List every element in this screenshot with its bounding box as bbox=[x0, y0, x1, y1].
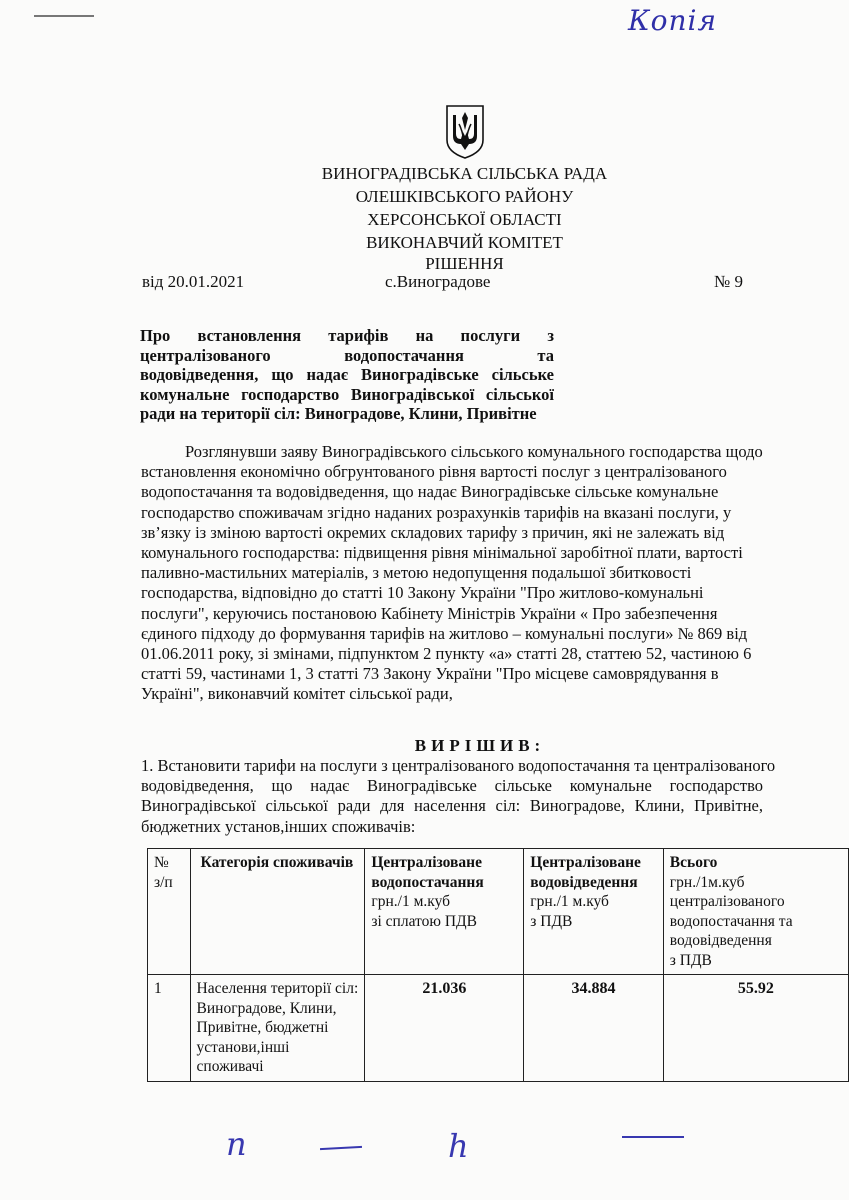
header-total-unit: грн./1м.куб централізованого водопостачання та водовідведення bbox=[669, 873, 793, 949]
point-1-line: водовідведення, що надає Виноградівське сільське комунальне господарство bbox=[141, 776, 763, 796]
body-line: єдиного підходу до формування тарифів на житлово – комунальні послуги» № 869 від bbox=[141, 623, 748, 643]
subject-line: ради на території сіл: Виноградове, Клини, Привітне bbox=[140, 404, 537, 423]
point-1-line: 1. Встановити тарифи на послуги з централізованого водопостачання та централізованого bbox=[141, 756, 776, 775]
signature-dash bbox=[622, 1136, 684, 1138]
copy-stamp: Копія bbox=[628, 4, 718, 37]
decision-subject bbox=[140, 326, 554, 424]
header-sewer-title: Централізоване водовідведення bbox=[530, 854, 641, 891]
body-line: Розглянувши заяву Виноградівського сільського комунального господарства щодо bbox=[185, 442, 763, 461]
document-place: с.Виноградове bbox=[385, 272, 491, 291]
row-sewer-tariff: 34.884 bbox=[524, 975, 664, 1082]
resolve-heading: ВИРІШИВ: bbox=[414, 736, 546, 755]
body-line: 01.06.2011 року, зі змінами, підпунктом 2 пункту «а» статті 28, статтею 52, частиною 6 bbox=[141, 644, 752, 664]
body-line: водопостачання та водовідведення, що надає Виноградівське сільське комунальне bbox=[141, 482, 719, 502]
header-number bbox=[148, 849, 191, 975]
body-line: зв’язку із зміною вартості окремих складових тарифу з причин, які не залежать від bbox=[141, 522, 725, 542]
committee-name: ВИКОНАВЧИЙ КОМІТЕТ bbox=[366, 233, 563, 252]
tariff-table bbox=[147, 848, 849, 1082]
row-total-tariff: 55.92 bbox=[663, 975, 848, 1082]
header-category bbox=[190, 849, 365, 975]
signature-left: n bbox=[226, 1125, 247, 1163]
subject-line: централізованого водопостачання та bbox=[140, 345, 554, 365]
header-water-vat: зі сплатою ПДВ bbox=[371, 912, 477, 930]
header-water bbox=[365, 849, 524, 975]
header-total bbox=[663, 849, 848, 975]
header-water-title: Централізоване водопостачання bbox=[371, 854, 484, 891]
signature-dash bbox=[320, 1146, 362, 1150]
region-name: ХЕРСОНСЬКОЇ ОБЛАСТІ bbox=[367, 210, 562, 229]
subject-line: Про встановлення тарифів на послуги з bbox=[140, 326, 554, 345]
trident-emblem-icon bbox=[444, 104, 486, 160]
point-1-line: Виноградівської сільської ради для населення сіл: Виноградове, Клини, Привітне, bbox=[141, 796, 763, 816]
council-name: ВИНОГРАДІВСЬКА СІЛЬСЬКА РАДА bbox=[321, 164, 608, 183]
body-line: послуги", керуючись постановою Кабінету Міністрів України « Про забезпечення bbox=[141, 603, 718, 623]
body-line: комунального господарства: підвищення рівня мінімальної заробітної плати, вартості bbox=[141, 543, 743, 563]
row-number: 1 bbox=[148, 975, 191, 1082]
header-water-unit: грн./1 м.куб bbox=[371, 893, 450, 910]
table-row bbox=[148, 975, 849, 1082]
subject-line: комунальне господарство Виноградівської сільської bbox=[140, 384, 554, 404]
body-line: встановлення економічно обгрунтованого рівня вартості послуг з централізованого bbox=[141, 462, 727, 482]
row-category: Населення території сіл: Виноградове, Клини, Привітне, бюджетні установи,інші споживачі bbox=[190, 975, 365, 1082]
header-sewer bbox=[524, 849, 664, 975]
district-name: ОЛЕШКІВСЬКОГО РАЙОНУ bbox=[355, 187, 574, 206]
body-line: паливно-мастильних матеріалів, з метою недопущення подальшої збитковості bbox=[141, 563, 692, 583]
preamble-text bbox=[141, 442, 776, 705]
header-category-title: Категорія споживачів bbox=[200, 854, 354, 871]
header-sewer-unit: грн./1 м.куб bbox=[530, 893, 609, 910]
scan-mark bbox=[34, 15, 94, 17]
body-line: статті 59, частинами 1, 3 статті 73 Закону України "Про місцеве самоврядування в bbox=[141, 664, 719, 684]
row-water-tariff: 21.036 bbox=[365, 975, 524, 1082]
header-total-title: Всього bbox=[669, 854, 718, 871]
document-number: № 9 bbox=[714, 272, 743, 291]
table-header-row bbox=[148, 849, 849, 975]
header-number-symbol: № bbox=[154, 854, 169, 871]
header-number-abbrev: з/п bbox=[154, 873, 173, 891]
header-total-vat: з ПДВ bbox=[669, 951, 712, 969]
document-date: від 20.01.2021 bbox=[142, 272, 245, 291]
body-line: господарство споживачам згідно наданих розрахунків тарифів на вказані послуги, у bbox=[141, 502, 732, 522]
body-line: Україні", виконавчий комітет сільської ради, bbox=[141, 684, 453, 704]
point-1-line: бюджетних установ,інших споживачів: bbox=[141, 816, 416, 836]
point-1-text bbox=[141, 756, 776, 837]
subject-line: водовідведення, що надає Виноградівське сільське bbox=[140, 365, 554, 384]
signature-right: h bbox=[448, 1127, 469, 1165]
document-type: РІШЕННЯ bbox=[425, 254, 504, 273]
header-sewer-vat: з ПДВ bbox=[530, 912, 573, 930]
body-line: господарства, відповідно до статті 10 Закону України "Про житлово-комунальні bbox=[141, 583, 704, 603]
